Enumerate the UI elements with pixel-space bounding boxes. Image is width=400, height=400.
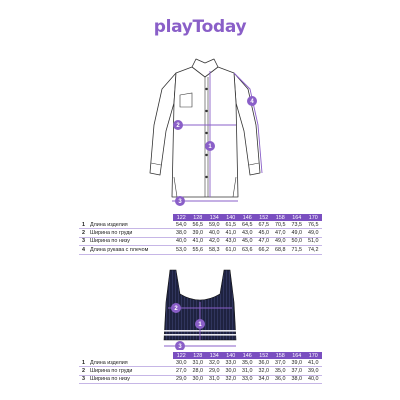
- size-header-row: [79, 352, 322, 359]
- row-label: Ширина по низу: [90, 238, 130, 245]
- table-cell: 40,0: [206, 229, 223, 237]
- table-row: [79, 237, 322, 245]
- table-cell: 47,0: [256, 237, 273, 245]
- table-cell: 49,0: [289, 229, 306, 237]
- table-cell: 40,0: [173, 237, 190, 245]
- table-cell: 35,0: [272, 367, 289, 375]
- shirt-size-table: [79, 214, 322, 255]
- table-row: [79, 229, 322, 237]
- size-col: 170: [305, 352, 322, 359]
- table-cell: 50,0: [289, 237, 306, 245]
- row-label: Длина рукава с плечом: [90, 246, 149, 253]
- size-col: 122: [173, 214, 190, 221]
- row-number: 3: [82, 376, 85, 383]
- table-cell: 45,0: [256, 229, 273, 237]
- row-label: Ширина по низу: [90, 376, 130, 383]
- table-cell: 39,0: [190, 229, 207, 237]
- table-cell: 37,0: [272, 359, 289, 367]
- table-cell: 35,0: [239, 359, 256, 367]
- table-row: [79, 246, 322, 254]
- table-cell: 45,0: [239, 237, 256, 245]
- marker-number: 3: [178, 199, 182, 205]
- table-cell: 73,5: [289, 221, 306, 229]
- size-col: 158: [272, 214, 289, 221]
- table-cell: 39,0: [289, 359, 306, 367]
- size-col: 164: [289, 352, 306, 359]
- row-label: Длина изделия: [90, 221, 128, 228]
- table-cell: 59,0: [206, 221, 223, 229]
- size-col: 140: [223, 352, 240, 359]
- table-cell: 51,0: [305, 237, 322, 245]
- table-cell: 43,0: [223, 237, 240, 245]
- size-col: 140: [223, 214, 240, 221]
- table-row: [79, 221, 322, 229]
- table-cell: 54,0: [173, 221, 190, 229]
- marker-number: 2: [176, 123, 180, 129]
- table-cell: 41,0: [305, 359, 322, 367]
- size-col: 146: [239, 214, 256, 221]
- table-cell: 36,0: [272, 375, 289, 383]
- table-cell: 32,0: [223, 375, 240, 383]
- size-col: 122: [173, 352, 190, 359]
- table-cell: 41,0: [190, 237, 207, 245]
- table-cell: 43,0: [239, 229, 256, 237]
- size-col: 134: [206, 352, 223, 359]
- table-row: [79, 367, 322, 375]
- table-cell: 32,0: [206, 359, 223, 367]
- size-col: 146: [239, 352, 256, 359]
- table-cell: 37,0: [289, 367, 306, 375]
- table-cell: 71,5: [289, 246, 306, 254]
- table-cell: 38,0: [173, 229, 190, 237]
- table-cell: 38,0: [289, 375, 306, 383]
- row-label: Длина изделия: [90, 359, 128, 366]
- row-number: 1: [82, 359, 85, 366]
- table-cell: 74,2: [305, 246, 322, 254]
- size-header-row: [79, 214, 322, 221]
- table-cell: 39,0: [305, 367, 322, 375]
- table-cell: 58,3: [206, 246, 223, 254]
- table-cell: 27,0: [173, 367, 190, 375]
- table-cell: 49,0: [305, 229, 322, 237]
- table-cell: 63,6: [239, 246, 256, 254]
- table-row: [79, 375, 322, 383]
- table-cell: 36,0: [256, 359, 273, 367]
- size-col: 164: [289, 214, 306, 221]
- crop-top-drawing: [150, 266, 250, 350]
- marker-number: 4: [250, 99, 254, 105]
- marker-number: 1: [208, 144, 212, 150]
- table-cell: 64,5: [239, 221, 256, 229]
- size-col: 158: [272, 352, 289, 359]
- table-cell: 28,0: [190, 367, 207, 375]
- size-col: 128: [190, 214, 207, 221]
- table-cell: 32,0: [256, 367, 273, 375]
- row-number: 3: [82, 238, 85, 245]
- table-row: [79, 359, 322, 367]
- top-size-table: [79, 352, 322, 384]
- brand-logo: playToday: [153, 17, 247, 37]
- table-cell: 29,0: [206, 367, 223, 375]
- table-cell: 40,0: [305, 375, 322, 383]
- table-cell: 31,0: [190, 359, 207, 367]
- table-cell: 68,8: [272, 246, 289, 254]
- table-cell: 42,0: [206, 237, 223, 245]
- row-number: 2: [82, 368, 85, 375]
- table-cell: 67,5: [256, 221, 273, 229]
- table-cell: 34,0: [256, 375, 273, 383]
- table-cell: 55,6: [190, 246, 207, 254]
- table-cell: 70,5: [272, 221, 289, 229]
- table-cell: 41,0: [223, 229, 240, 237]
- table-cell: 49,0: [272, 237, 289, 245]
- table-cell: 61,0: [223, 246, 240, 254]
- table-cell: 66,2: [256, 246, 273, 254]
- table-cell: 29,0: [173, 375, 190, 383]
- row-number: 4: [82, 246, 85, 253]
- table-cell: 30,0: [190, 375, 207, 383]
- table-cell: 30,0: [173, 359, 190, 367]
- size-col: 152: [256, 214, 273, 221]
- table-cell: 61,5: [223, 221, 240, 229]
- table-cell: 47,0: [272, 229, 289, 237]
- size-col: 134: [206, 214, 223, 221]
- table-cell: 33,0: [239, 375, 256, 383]
- table-cell: 31,0: [206, 375, 223, 383]
- row-number: 1: [82, 221, 85, 228]
- size-col: 152: [256, 352, 273, 359]
- marker-number: 1: [198, 322, 202, 328]
- size-col: 128: [190, 352, 207, 359]
- table-cell: 30,0: [223, 367, 240, 375]
- row-number: 2: [82, 230, 85, 237]
- marker-number: 3: [178, 344, 182, 350]
- size-col: 170: [305, 214, 322, 221]
- marker-number: 2: [174, 306, 178, 312]
- row-label: Ширина по груди: [90, 368, 133, 375]
- shirt-drawing: [140, 55, 270, 215]
- table-cell: 33,0: [223, 359, 240, 367]
- table-cell: 53,0: [173, 246, 190, 254]
- table-cell: 76,5: [305, 221, 322, 229]
- row-label: Ширина по груди: [90, 230, 133, 237]
- table-cell: 56,5: [190, 221, 207, 229]
- table-cell: 31,0: [239, 367, 256, 375]
